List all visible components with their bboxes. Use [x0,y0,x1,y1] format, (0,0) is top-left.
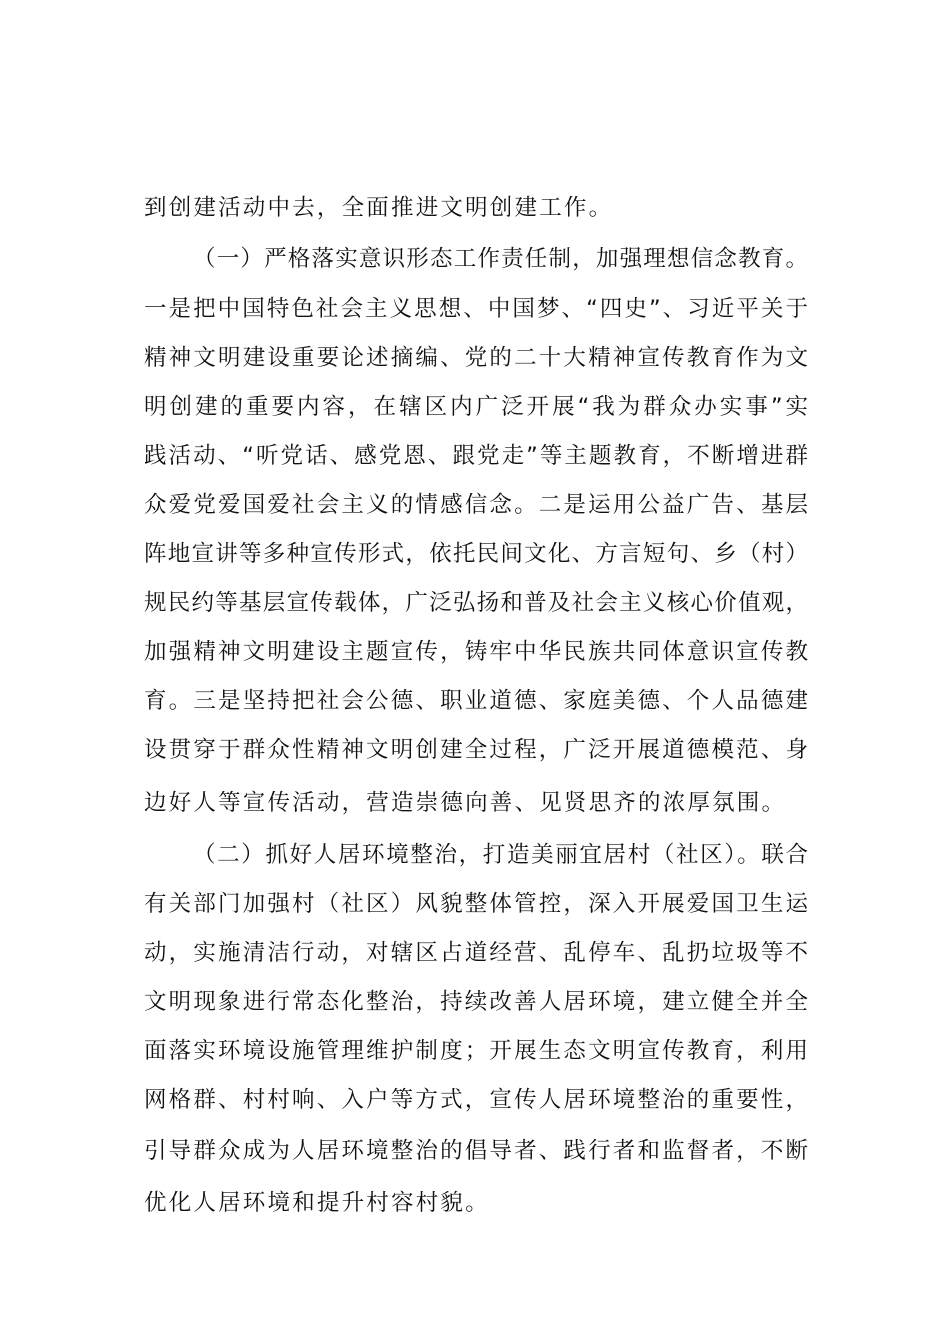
text-line: 育。三是坚持把社会公德、职业道德、家庭美德、个人品德建 [144,688,808,714]
text-line: 一是把中国特色社会主义思想、中国梦、“四史”、习近平关于 [144,296,808,322]
text-line: 加强精神文明建设主题宣传，铸牢中华民族共同体意识宣传教 [144,639,808,665]
text-line: 规民约等基层宣传载体，广泛弘扬和普及社会主义核心价值观， [144,590,808,616]
text-line: 边好人等宣传活动，营造崇德向善、见贤思齐的浓厚氛围。 [144,790,787,816]
text-line: 阵地宣讲等多种宣传形式，依托民间文化、方言短句、乡（村） [144,541,808,567]
text-line: 明创建的重要内容，在辖区内广泛开展“我为群众办实事”实 [144,394,808,420]
text-line: 文明现象进行常态化整治，持续改善人居环境，建立健全并全 [144,989,808,1015]
text-line: 到创建活动中去，全面推进文明创建工作。 [144,195,614,221]
text-line: 践活动、“听党话、感党恩、跟党走”等主题教育，不断增进群 [144,443,808,469]
text-line: 引导群众成为人居环境整治的倡导者、践行者和监督者，不断 [144,1138,808,1164]
text-line: 设贯穿于群众性精神文明创建全过程，广泛开展道德模范、身 [144,737,808,763]
section-heading-line: （二）抓好人居环境整治，打造美丽宜居村（社区）。联合 [193,842,808,868]
text-line: 有关部门加强村（社区）风貌整体管控，深入开展爱国卫生运 [144,891,808,917]
text-line: 优化人居环境和提升村容村貌。 [144,1190,490,1216]
section-heading-line: （一）严格落实意识形态工作责任制，加强理想信念教育。 [193,246,808,272]
text-line: 网格群、村村响、入户等方式，宣传人居环境整治的重要性， [144,1087,808,1113]
text-line: 精神文明建设重要论述摘编、党的二十大精神宣传教育作为文 [144,345,808,371]
text-line: 动，实施清洁行动，对辖区占道经营、乱停车、乱扔垃圾等不 [144,940,808,966]
text-line: 众爱党爱国爱社会主义的情感信念。二是运用公益广告、基层 [144,492,808,518]
text-line: 面落实环境设施管理维护制度；开展生态文明宣传教育，利用 [144,1038,808,1064]
